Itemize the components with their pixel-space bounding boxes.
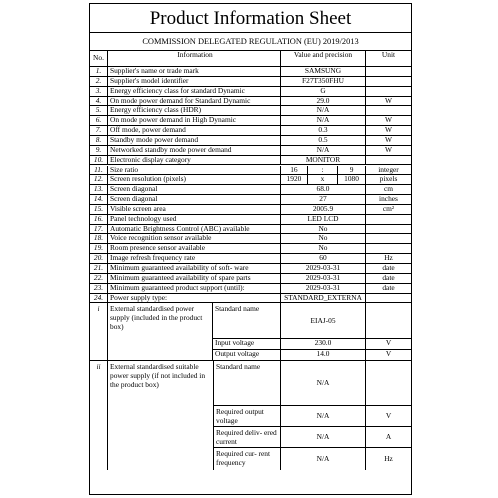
psu-i-standard-unit	[366, 303, 411, 339]
row-unit: W	[385, 96, 392, 105]
table-header-row	[90, 51, 411, 67]
table-row	[90, 146, 411, 156]
row-information: Networked standby mode power demand	[108, 146, 281, 155]
row-unit	[366, 156, 411, 165]
row-unit: pixels	[379, 175, 398, 184]
psu-included-block	[90, 303, 411, 361]
row-information: Energy efficiency class (HDR)	[108, 106, 281, 115]
header-no: No.	[90, 51, 108, 66]
table-row	[90, 166, 411, 176]
row-information: Minimum guaranteed availability of spare parts	[108, 274, 281, 283]
row-number: 10.	[90, 156, 108, 165]
row-value-part: :	[308, 166, 338, 175]
row-number: 19.	[90, 244, 108, 253]
row-number: 22.	[90, 274, 108, 283]
psu-i-input-unit: V	[366, 339, 411, 350]
psu-ii-current-label: Required deliv- ered current	[213, 427, 281, 448]
row-information: Minimum guaranteed product support (until):	[108, 284, 281, 293]
regulation-reference: COMMISSION DELEGATED REGULATION (EU) 2019/2013	[90, 33, 411, 51]
row-unit: date	[382, 264, 395, 272]
psu-ii-frequency-unit: Hz	[384, 454, 393, 464]
row-information: Screen diagonal	[108, 185, 281, 194]
psu-i-output-label: Output voltage	[213, 350, 281, 361]
row-value-part: 9	[349, 165, 354, 174]
table-row	[90, 205, 411, 215]
row-unit	[366, 215, 411, 224]
row-information: Voice recognition sensor available	[108, 234, 281, 243]
row-value: No	[281, 244, 366, 253]
table-row	[90, 175, 411, 185]
row-number: 7.	[90, 126, 108, 135]
row-number: 14.	[90, 195, 108, 204]
row-number: 1.	[90, 67, 108, 76]
row-information: Minimum guaranteed availability of soft- ware	[108, 264, 281, 273]
psu-ii-output-voltage-unit: V	[366, 406, 411, 427]
row-number: 23.	[90, 284, 108, 293]
row-information: Supplier's name or trade mark	[108, 67, 281, 76]
row-value: N/A	[281, 116, 366, 125]
psu-ii-current-unit: A	[366, 427, 411, 448]
row-unit: date	[382, 273, 395, 282]
header-information: Information	[108, 51, 281, 66]
row-information: Supplier's model identifier	[108, 77, 281, 86]
psu-i-output-unit: V	[385, 350, 392, 359]
row-unit: W	[385, 145, 392, 154]
row-information: Off mode, power demand	[108, 126, 281, 135]
row-number: 16.	[90, 215, 108, 224]
table-row	[90, 126, 411, 136]
row-value: 2029-03-31	[281, 264, 366, 273]
row-unit	[366, 67, 411, 76]
row-number: 21.	[90, 264, 108, 273]
table-row	[90, 156, 411, 166]
row-value: No	[281, 225, 366, 234]
row-unit: W	[385, 126, 392, 135]
row-information: Standby mode power demand	[108, 136, 281, 145]
row-unit	[366, 244, 411, 253]
table-row	[90, 67, 411, 77]
table-row	[90, 87, 411, 97]
row-number: 13.	[90, 185, 108, 194]
row-information: On mode power demand for Standard Dynamic	[108, 97, 281, 106]
table-row	[90, 77, 411, 87]
psu-ii-description: External standardised suitable power supply (if not included in the product box)	[110, 362, 206, 389]
row-value	[281, 175, 366, 184]
row-information: Image refresh frequency rate	[108, 254, 281, 263]
psu-i-input-value: 230.0	[281, 339, 366, 350]
table-row	[90, 284, 411, 294]
table-row	[90, 136, 411, 146]
header-value: Value and precision	[281, 51, 366, 66]
psu-i-output-value: 14.0	[281, 350, 366, 361]
row-value-part: 1080	[344, 175, 359, 184]
psu-ii-output-voltage-label: Required output voltage	[213, 406, 281, 427]
row-value: 2029-03-31	[281, 274, 366, 283]
row-unit	[366, 234, 411, 243]
product-information-sheet	[89, 3, 412, 495]
row-value-part: x	[308, 175, 338, 184]
row-value: 2029-03-31	[281, 284, 366, 293]
psu-i-description: External standardised power supply (included in the product box)	[108, 303, 213, 360]
row-value: 2005.9	[281, 205, 366, 214]
psu-ii-standard-unit	[366, 361, 411, 406]
psu-ii-standard-label: Standard name	[213, 361, 281, 406]
row-information: Automatic Brightness Control (ABC) available	[108, 225, 281, 234]
row-information: Screen diagonal	[108, 195, 281, 204]
row-unit: integer	[378, 165, 399, 174]
table-row	[90, 215, 411, 225]
row-value: 0.3	[281, 126, 366, 135]
psu-i-number: i	[90, 303, 108, 360]
header-unit: Unit	[381, 51, 396, 59]
row-number: 20.	[90, 254, 108, 263]
table-row	[90, 244, 411, 254]
row-number: 24.	[90, 294, 108, 303]
row-information: Energy efficiency class for standard Dynamic	[108, 87, 281, 96]
psu-ii-number: ii	[90, 361, 108, 470]
table-row	[90, 234, 411, 244]
row-number: 17.	[90, 225, 108, 234]
row-number: 11.	[90, 166, 108, 175]
table-row	[90, 106, 411, 116]
row-value	[281, 166, 366, 175]
row-value: 60	[281, 254, 366, 263]
table-row	[90, 195, 411, 205]
row-unit: W	[385, 116, 392, 125]
row-number: 8.	[90, 136, 108, 145]
sheet-title: Product Information Sheet	[90, 4, 411, 33]
table-row	[90, 225, 411, 235]
row-number: 12.	[90, 175, 108, 184]
row-value: 27	[281, 195, 366, 204]
psu-ii-frequency-value: N/A	[281, 448, 366, 470]
psu-ii-frequency-label: Required cur- rent frequency	[213, 448, 281, 470]
row-value: 68.0	[281, 185, 366, 194]
row-number: 4.	[90, 97, 108, 106]
table-row	[90, 274, 411, 284]
row-number: 9.	[90, 146, 108, 155]
psu-suitable-block	[90, 361, 411, 470]
row-value: MONITOR	[281, 156, 366, 165]
table-row	[90, 254, 411, 264]
row-value: STANDARD_EXTERNA	[281, 294, 366, 303]
row-information: Panel technology used	[108, 215, 281, 224]
row-value: No	[281, 234, 366, 243]
row-information: Visible screen area	[108, 205, 281, 214]
row-value: F27T350FHU	[281, 77, 366, 86]
row-value: SAMSUNG	[281, 67, 366, 76]
psu-i-standard-value: EIAJ-05	[281, 303, 366, 339]
row-unit	[366, 77, 411, 86]
table-row	[90, 264, 411, 274]
row-information: Screen resolution (pixels)	[108, 175, 281, 184]
table-row	[90, 116, 411, 126]
row-value: N/A	[281, 146, 366, 155]
row-unit	[366, 106, 411, 115]
psu-i-standard-label: Standard name	[213, 303, 281, 339]
row-unit	[366, 294, 411, 303]
row-value: LED LCD	[281, 215, 366, 224]
row-unit: date	[382, 283, 395, 292]
row-unit	[366, 225, 411, 234]
row-number: 2.	[90, 77, 108, 86]
row-unit: cm²	[382, 204, 395, 213]
table-row	[90, 185, 411, 195]
psu-i-input-label: Input voltage	[213, 339, 281, 350]
row-value: 29.0	[281, 97, 366, 106]
row-unit: inches	[379, 195, 398, 204]
row-unit: cm	[383, 185, 394, 194]
row-information: Room presence sensor available	[108, 244, 281, 253]
row-value-part: 1920	[281, 175, 308, 184]
row-number: 6.	[90, 116, 108, 125]
row-value: N/A	[281, 106, 366, 115]
row-information: On mode power demand in High Dynamic	[108, 116, 281, 125]
row-unit: W	[385, 135, 392, 144]
row-number: 15.	[90, 205, 108, 214]
table-row	[90, 97, 411, 107]
row-unit: Hz	[384, 254, 393, 263]
row-number: 18.	[90, 234, 108, 243]
row-unit	[366, 87, 411, 96]
row-number: 3.	[90, 87, 108, 96]
psu-ii-current-value: N/A	[281, 427, 366, 448]
row-number: 5.	[90, 106, 108, 115]
psu-ii-standard-value: N/A	[281, 361, 366, 406]
row-value-part: 16	[281, 166, 308, 175]
row-value: 0.5	[281, 136, 366, 145]
row-information: Electronic display category	[108, 156, 281, 165]
row-value: G	[281, 87, 366, 96]
row-information: Power supply type:	[108, 294, 281, 303]
psu-ii-output-voltage-value: N/A	[281, 406, 366, 427]
row-information: Size ratio	[108, 166, 281, 175]
table-row	[90, 294, 411, 304]
